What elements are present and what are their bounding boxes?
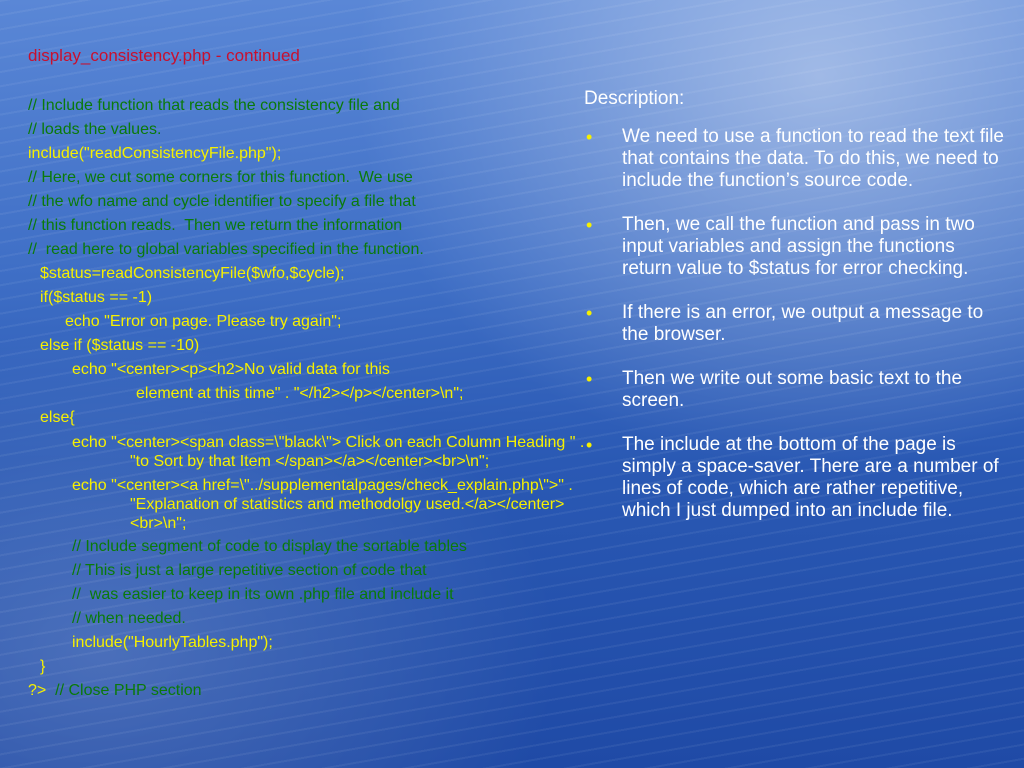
- description-bullet-text: Then we write out some basic text to the screen.: [622, 368, 963, 411]
- code-line: echo "Error on page. Please try again";: [65, 313, 342, 330]
- code-line: $status=readConsistencyFile($wfo,$cycle);: [40, 265, 345, 282]
- description-bullet: [584, 126, 1008, 192]
- code-block: [28, 94, 588, 703]
- description-bullet-text: If there is an error, we output a message to the browser.: [622, 302, 984, 345]
- bullet-dot-icon: •: [586, 303, 593, 323]
- code-line: include("HourlyTables.php");: [72, 634, 273, 651]
- code-line: element at this time" . "</h2></p></center>\n";: [136, 385, 464, 402]
- code-comment-line: // Include segment of code to display the sortable tables: [72, 538, 467, 555]
- code-comment-line: // loads the values.: [28, 121, 162, 138]
- description-bullet: [584, 368, 1008, 412]
- description-bullet: [584, 302, 1008, 346]
- code-comment-line: // when needed.: [72, 610, 186, 627]
- bullet-dot-icon: •: [586, 127, 593, 147]
- description-bullet-text: We need to use a function to read the text file that contains the data. To do this, we need to include the function’s source code.: [622, 126, 1005, 191]
- code-line: echo "<center><p><h2>No valid data for this: [72, 361, 390, 378]
- code-line: include("readConsistencyFile.php");: [28, 145, 282, 162]
- code-comment-line: // Include function that reads the consistency file and: [28, 97, 400, 114]
- code-line: echo "<center><a href=\"../supplementalpages/check_explain.php\">" . "Explanation of statistics and methodolgy used.</a></center><br>\n";: [72, 477, 573, 532]
- code-line: }: [40, 658, 46, 675]
- code-line: ?> // Close PHP section: [28, 682, 202, 699]
- code-line: else if ($status == -10): [40, 337, 200, 354]
- description-bullet-text: The include at the bottom of the page is simply a space-saver. There are a number of lines of code, which are rather repetitive, which I just dumped into an include file.: [622, 434, 999, 521]
- code-comment-line: // the wfo name and cycle identifier to specify a file that: [28, 193, 416, 210]
- code-comment-line: // this function reads. Then we return the information: [28, 217, 403, 234]
- description-bullet: [584, 434, 1008, 522]
- code-line: echo "<center><span class=\"black\"> Click on each Column Heading " . "to Sort by that Item </span></a></center><br>\n";: [72, 434, 585, 470]
- code-line: else{: [40, 409, 75, 426]
- code-comment-line: // Here, we cut some corners for this function. We use: [28, 169, 413, 186]
- description-bullet: [584, 214, 1008, 280]
- code-comment-tail: // Close PHP section: [46, 682, 202, 699]
- bullet-dot-icon: •: [586, 369, 593, 389]
- description-heading: Description:: [584, 88, 685, 109]
- description-bullet-text: Then, we call the function and pass in two input variables and assign the functions return value to $status for error checking.: [622, 214, 975, 279]
- description-bullet-list: [584, 126, 1008, 522]
- code-comment-line: // was easier to keep in its own .php file and include it: [72, 586, 454, 603]
- bullet-dot-icon: •: [586, 215, 593, 235]
- code-comment-line: // This is just a large repetitive section of code that: [72, 562, 427, 579]
- code-line: if($status == -1): [40, 289, 153, 306]
- bullet-dot-icon: •: [586, 435, 593, 455]
- slide-title: display_consistency.php - continued: [28, 46, 300, 65]
- code-comment-line: // read here to global variables specified in the function.: [28, 241, 424, 258]
- description-panel: [584, 88, 1008, 544]
